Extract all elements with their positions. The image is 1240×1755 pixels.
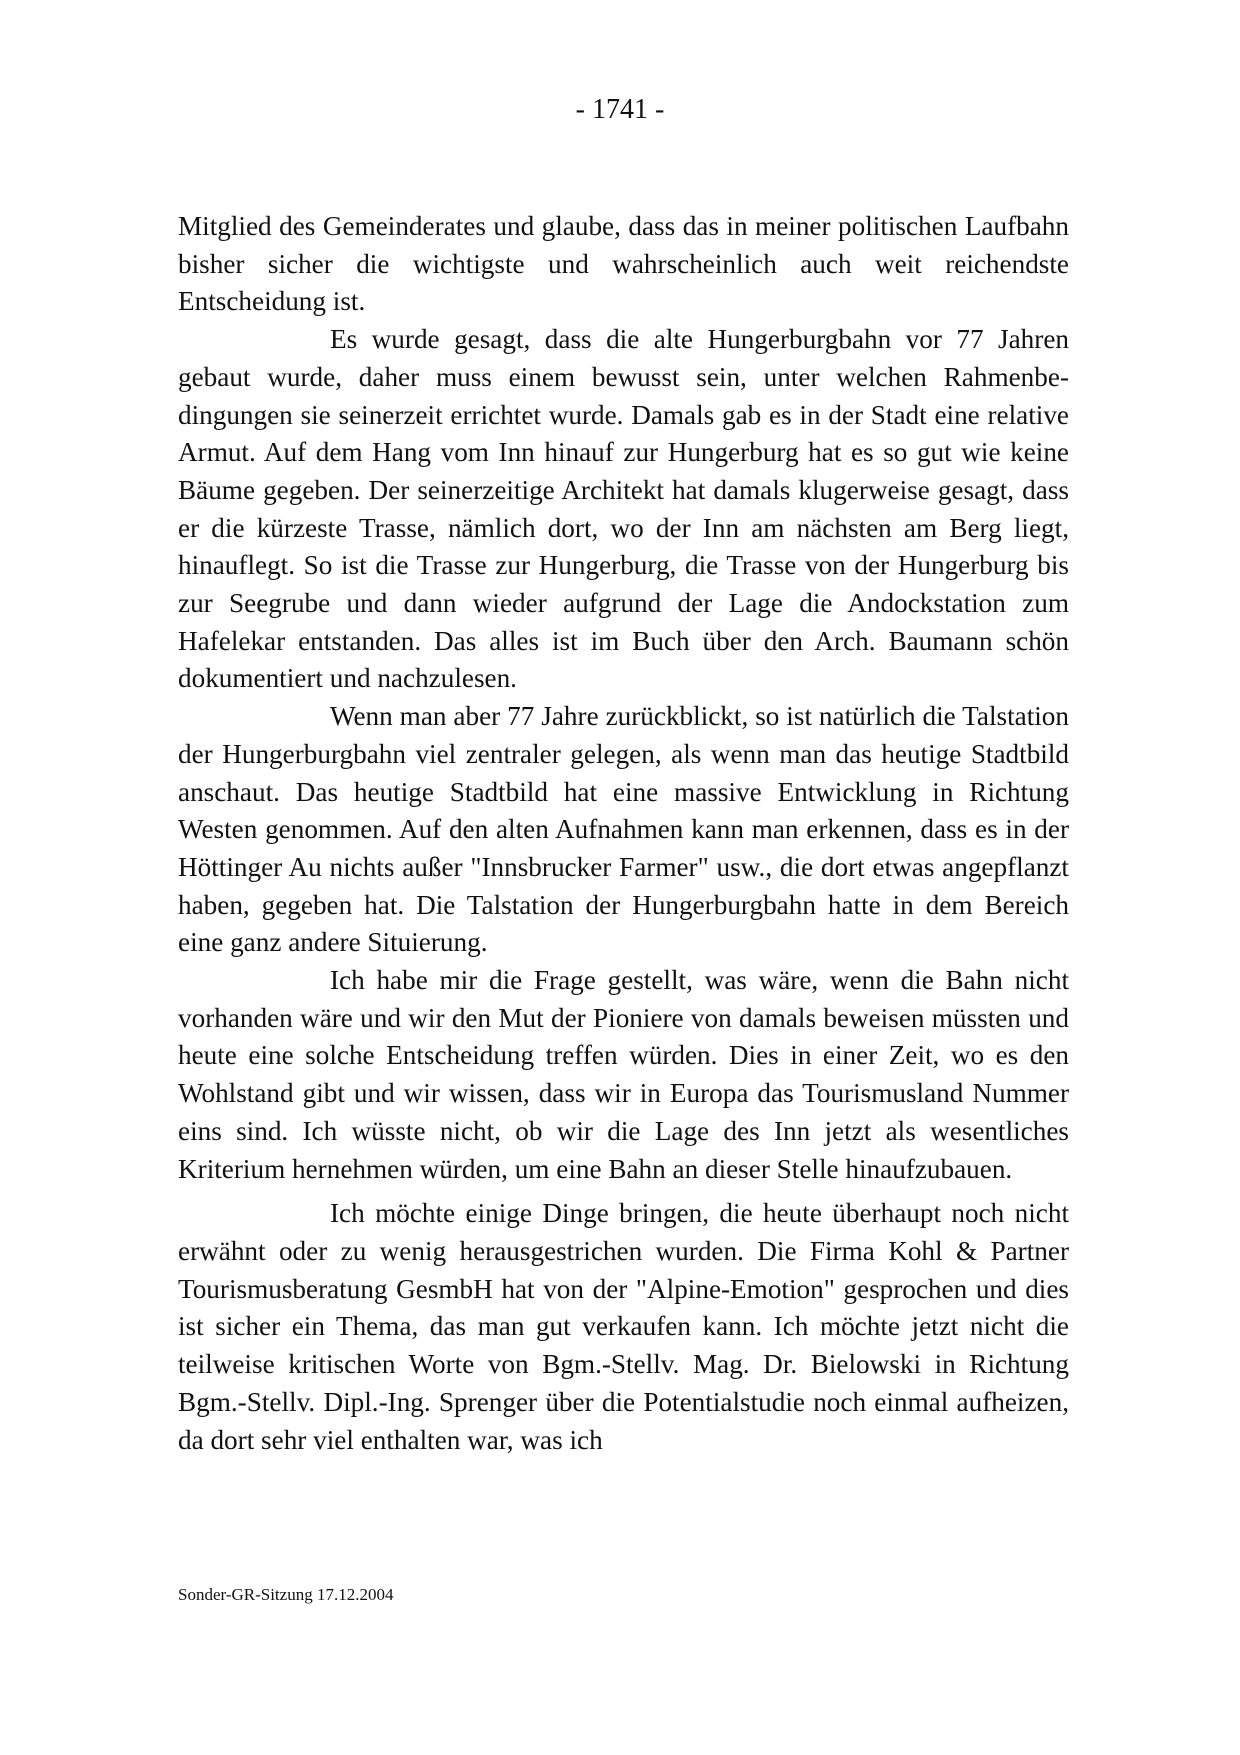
paragraph-1: Mitglied des Gemeinderates und glaube, dass das in meiner politischen Laufbahn bisher sicher die wichtigste und wahrscheinlich auch weit reichendste Entscheidung ist. (178, 211, 1069, 317)
footer-session-label: Sonder-GR-Sitzung 17.12.2004 (178, 1585, 394, 1604)
paragraph-5: Ich möchte einige Dinge bringen, die heute überhaupt noch nicht erwähnt oder zu wenig herausgestrichen wurden. Die Firma Kohl & Partner Tourismusberatung GesmbH hat von der "Alpine-Emotion" gesprochen und dies ist sicher ein Thema, das man gut verkaufen kann. Ich möchte jetzt nicht die teilweise kritischen Worte von Bgm.-Stellv. Mag. Dr. Bielowski in Richtung Bgm.-Stellv. Dipl.-Ing. Sprenger über die Potentialstudie noch einmal aufheizen, da dort sehr viel enthalten war, was ich (178, 1198, 1069, 1455)
paragraph-2: Es wurde gesagt, dass die alte Hungerburgbahn vor 77 Jahren gebaut wurde, daher muss einem bewusst sein, unter welchen Rahmenbedingungen sie seinerzeit errichtet wurde. Damals gab es in der Stadt eine relative Armut. Auf dem Hang vom Inn hinauf zur Hungerburg hat es so gut wie keine Bäume gegeben. Der seinerzeitige Architekt hat damals klugerweise gesagt, dass er die kürzeste Trasse, nämlich dort, wo der Inn am nächsten am Berg liegt, hinauflegt. So ist die Trasse zur Hungerburg, die Trasse von der Hungerburg bis zur Seegrube und dann wieder aufgrund der Lage die Andockstation zum Hafelekar entstanden. Das alles ist im Buch über den Arch. Baumann schön dokumentiert und nachzulesen. (178, 324, 1069, 694)
paragraph-4: Ich habe mir die Frage gestellt, was wäre, wenn die Bahn nicht vorhanden wäre und wir den Mut der Pioniere von damals beweisen müssten und heute eine solche Entscheidung treffen würden. Dies in einer Zeit, wo es den Wohlstand gibt und wir wissen, dass wir in Europa das Tourismusland Nummer eins sind. Ich wüsste nicht, ob wir die Lage des Inn jetzt als wesentliches Kriterium hernehmen würden, um eine Bahn an dieser Stelle hinaufzubauen. (178, 965, 1069, 1184)
paragraph-3: Wenn man aber 77 Jahre zurückblickt, so ist natürlich die Talstation der Hungerburgbahn viel zentraler gelegen, als wenn man das heutige Stadtbild anschaut. Das heutige Stadtbild hat eine massive Entwicklung in Richtung Westen genommen. Auf den alten Aufnahmen kann man erkennen, dass es in der Höttinger Au nichts außer "Innsbrucker Farmer" usw., die dort etwas angepflanzt haben, gegeben hat. Die Talstation der Hungerburgbahn hatte in dem Bereich eine ganz andere Situierung. (178, 701, 1069, 958)
body-text (178, 208, 1069, 1459)
page-number: - 1741 - (575, 94, 665, 125)
